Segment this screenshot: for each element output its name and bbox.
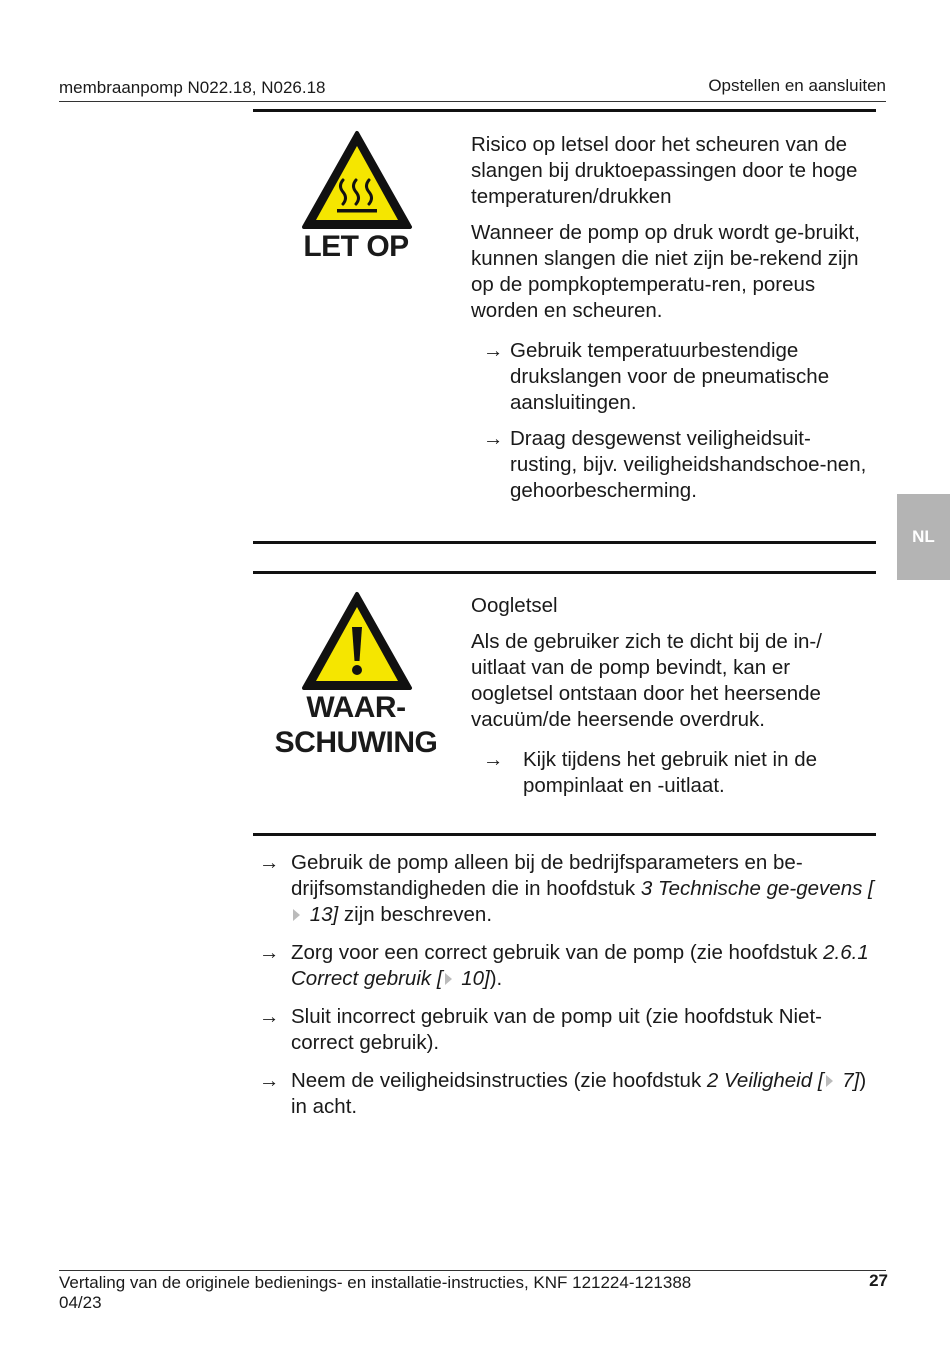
header-divider	[59, 101, 886, 102]
instruction-item	[259, 940, 884, 992]
instruction-text: Neem de veiligheidsinstructies (zie hoofdstuk	[291, 1069, 707, 1092]
notice1-bottom-rule	[253, 541, 876, 544]
general-warning-icon	[301, 591, 413, 691]
notice2-top-rule	[253, 571, 876, 574]
chapter-reference-page: 13]	[304, 903, 339, 926]
page-pointer-icon	[445, 973, 452, 985]
arrow-right-icon: →	[259, 941, 280, 964]
footer-date: 04/23	[59, 1293, 102, 1312]
signal-word-caution: LET OP	[303, 230, 409, 263]
arrow-right-icon: →	[483, 427, 504, 450]
notice2-bottom-rule	[253, 833, 876, 836]
instruction-text: Sluit incorrect gebruik van de pomp uit (zie hoofdstuk Niet-correct gebruik).	[291, 1005, 822, 1054]
chapter-reference-page: 7]	[836, 1069, 860, 1092]
page-number: 27	[869, 1271, 888, 1290]
header-chapter-title: Opstellen en aansluiten	[708, 76, 886, 95]
instruction-text-end: ).	[489, 967, 503, 990]
notice2-step-text: Kijk tijdens het gebruik niet in de pompinlaat en -uitlaat.	[523, 748, 818, 797]
chapter-reference-title: 2 Veiligheid [	[706, 1069, 824, 1092]
footer-translation-note: Vertaling van de originele bedienings- en installatie-instructies, KNF 121224-121388	[59, 1273, 692, 1292]
instruction-text: Gebruik de pomp alleen bij de bedrijfsparameters en be-drijfsomstandigheden die in hoofdstuk	[291, 851, 803, 900]
notice1-step	[471, 426, 871, 504]
notice2-step	[471, 747, 871, 799]
arrow-right-icon: →	[483, 339, 504, 362]
signal-word-warning-line2: SCHUWING	[274, 726, 438, 759]
instruction-list	[259, 850, 884, 1132]
notice1-title: Risico op letsel door het scheuren van de slangen bij druktoepassingen door te hoge temperaturen/drukken	[471, 133, 858, 208]
signal-word-warning-line1: WAAR-	[306, 691, 406, 724]
notice2-text	[471, 593, 871, 809]
signal-word-warning	[253, 690, 459, 760]
notice1-step	[471, 338, 871, 416]
notice2-body: Als de gebruiker zich te dicht bij de in-/ uitlaat van de pomp bevindt, kan er oogletsel ontstaan door het heersende vacuüm/de heersende overdruk.	[471, 630, 822, 731]
chapter-reference-page: 10]	[455, 967, 490, 990]
notice1-step-text: Gebruik temperatuurbestendige drukslangen voor de pneumatische aansluitingen.	[510, 339, 830, 414]
notice1-text	[471, 132, 871, 514]
notice1-body: Wanneer de pomp op druk wordt ge-bruikt, kunnen slangen die niet zijn be-rekend zijn op de pompkoptemperatu-ren, poreus worden en scheuren.	[471, 221, 860, 322]
instruction-text-end: zijn beschreven.	[338, 903, 493, 926]
page-pointer-icon	[826, 1075, 833, 1087]
footer-text	[59, 1273, 691, 1313]
notice2-title: Oogletsel	[471, 594, 558, 617]
page-pointer-icon	[293, 909, 300, 921]
instruction-text: Zorg voor een correct gebruik van de pomp (zie hoofdstuk	[291, 941, 824, 964]
header-document-title: membraanpomp N022.18, N026.18	[59, 78, 326, 97]
arrow-right-icon: →	[483, 748, 504, 771]
instruction-item	[259, 1004, 884, 1056]
hot-surface-warning-icon	[301, 130, 413, 230]
instruction-item	[259, 1068, 884, 1120]
notice1-top-rule	[253, 109, 876, 112]
instruction-text-end: ) in acht.	[291, 1069, 867, 1118]
arrow-right-icon: →	[259, 1069, 280, 1092]
language-tab[interactable]	[897, 494, 950, 580]
language-tab-label: NL	[912, 527, 935, 546]
instruction-item	[259, 850, 884, 928]
chapter-reference-title: 2.6.1 Correct gebruik [	[291, 941, 869, 990]
arrow-right-icon: →	[259, 851, 280, 874]
notice1-step-text: Draag desgewenst veiligheidsuit-rusting, bijv. veiligheidshandschoe-nen, gehoorbescherming.	[510, 427, 867, 502]
chapter-reference-title: 3 Technische ge-gevens [	[640, 877, 874, 900]
arrow-right-icon: →	[259, 1005, 280, 1028]
footer-divider	[59, 1270, 886, 1271]
chapter-reference-link[interactable]	[707, 1069, 859, 1092]
